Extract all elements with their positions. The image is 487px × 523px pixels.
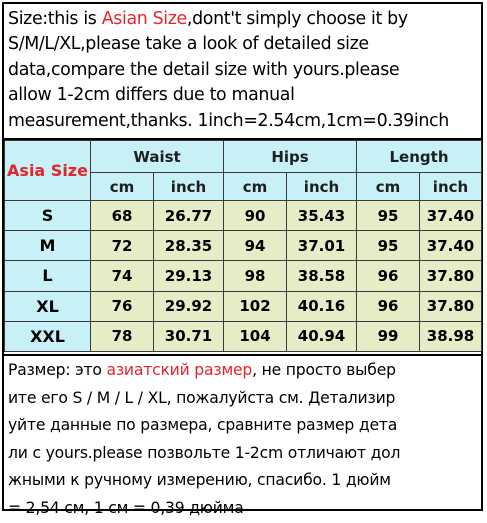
table-cell: 37.01 [287,231,357,261]
note-line [8,7,481,32]
waist-header: Waist [91,141,224,173]
table-cell: 90 [224,201,287,231]
table-cell: 37.40 [420,201,482,231]
table-cell: 38.98 [420,321,482,351]
unit-header: inch [287,173,357,201]
note-text: ,dont't simply choose it by [186,9,408,29]
table-cell: 35.43 [287,201,357,231]
table-row [5,261,482,291]
table-cell: 40.94 [287,321,357,351]
note-text: Размер: это [8,361,107,379]
table-row [5,321,482,351]
asian-size-highlight: азиатский размер [106,361,253,379]
table-cell: 102 [224,291,287,321]
note-text: , не просто выбер [252,361,396,379]
table-cell: 29.92 [154,291,224,321]
unit-header: cm [224,173,287,201]
note-line: = 2,54 см, 1 см = 0,39 дюйма [8,498,244,517]
size-label: L [5,261,91,291]
size-table [4,140,482,352]
table-cell: 28.35 [154,231,224,261]
table-header-row [5,141,482,173]
note-line: measurement,thanks. 1inch=2.54cm,1cm=0.39inch [8,110,449,131]
table-cell: 30.71 [154,321,224,351]
table-cell: 94 [224,231,287,261]
table-row [5,291,482,321]
note-line: уйте данные по размера, сравните размер дета [8,416,398,435]
size-chart [2,2,483,517]
asia-size-header: Asia Size [5,141,91,201]
english-size-note [4,4,481,140]
table-cell: 99 [357,321,420,351]
russian-size-note [4,354,481,517]
table-cell: 74 [91,261,154,291]
table-cell: 78 [91,321,154,351]
table-cell: 40.16 [287,291,357,321]
size-label: M [5,231,91,261]
unit-header: inch [420,173,482,201]
table-cell: 37.40 [420,231,482,261]
note-line [8,357,481,385]
table-cell: 98 [224,261,287,291]
size-label: XL [5,291,91,321]
table-cell: 95 [357,201,420,231]
note-line: data,compare the detail size with yours.please [8,59,400,80]
note-line: ли с yours.please позвольте 1-2cm отличают дол [8,443,401,462]
table-cell: 96 [357,291,420,321]
table-cell: 38.58 [287,261,357,291]
table-cell: 68 [91,201,154,231]
table-cell: 76 [91,291,154,321]
table-cell: 96 [357,261,420,291]
asian-size-highlight: Asian Size [101,9,187,29]
size-label: XXL [5,321,91,351]
length-header: Length [357,141,482,173]
table-row [5,231,482,261]
table-row [5,201,482,231]
table-cell: 72 [91,231,154,261]
table-cell: 29.13 [154,261,224,291]
table-cell: 37.80 [420,291,482,321]
note-line: S/M/L/XL,please take a look of detailed size [8,34,369,55]
unit-header: cm [91,173,154,201]
table-cell: 95 [357,231,420,261]
unit-header: cm [357,173,420,201]
table-cell: 104 [224,321,287,351]
note-line: allow 1-2cm differs due to manual [8,85,295,106]
note-line: жными к ручному измерению, спасибо. 1 дюйм [8,471,391,490]
hips-header: Hips [224,141,357,173]
table-cell: 37.80 [420,261,482,291]
size-label: S [5,201,91,231]
unit-header: inch [154,173,224,201]
note-text: Size:this is [8,9,102,29]
note-line: ите его S / M / L / XL, пожалуйста см. Детализир [8,388,396,407]
table-cell: 26.77 [154,201,224,231]
